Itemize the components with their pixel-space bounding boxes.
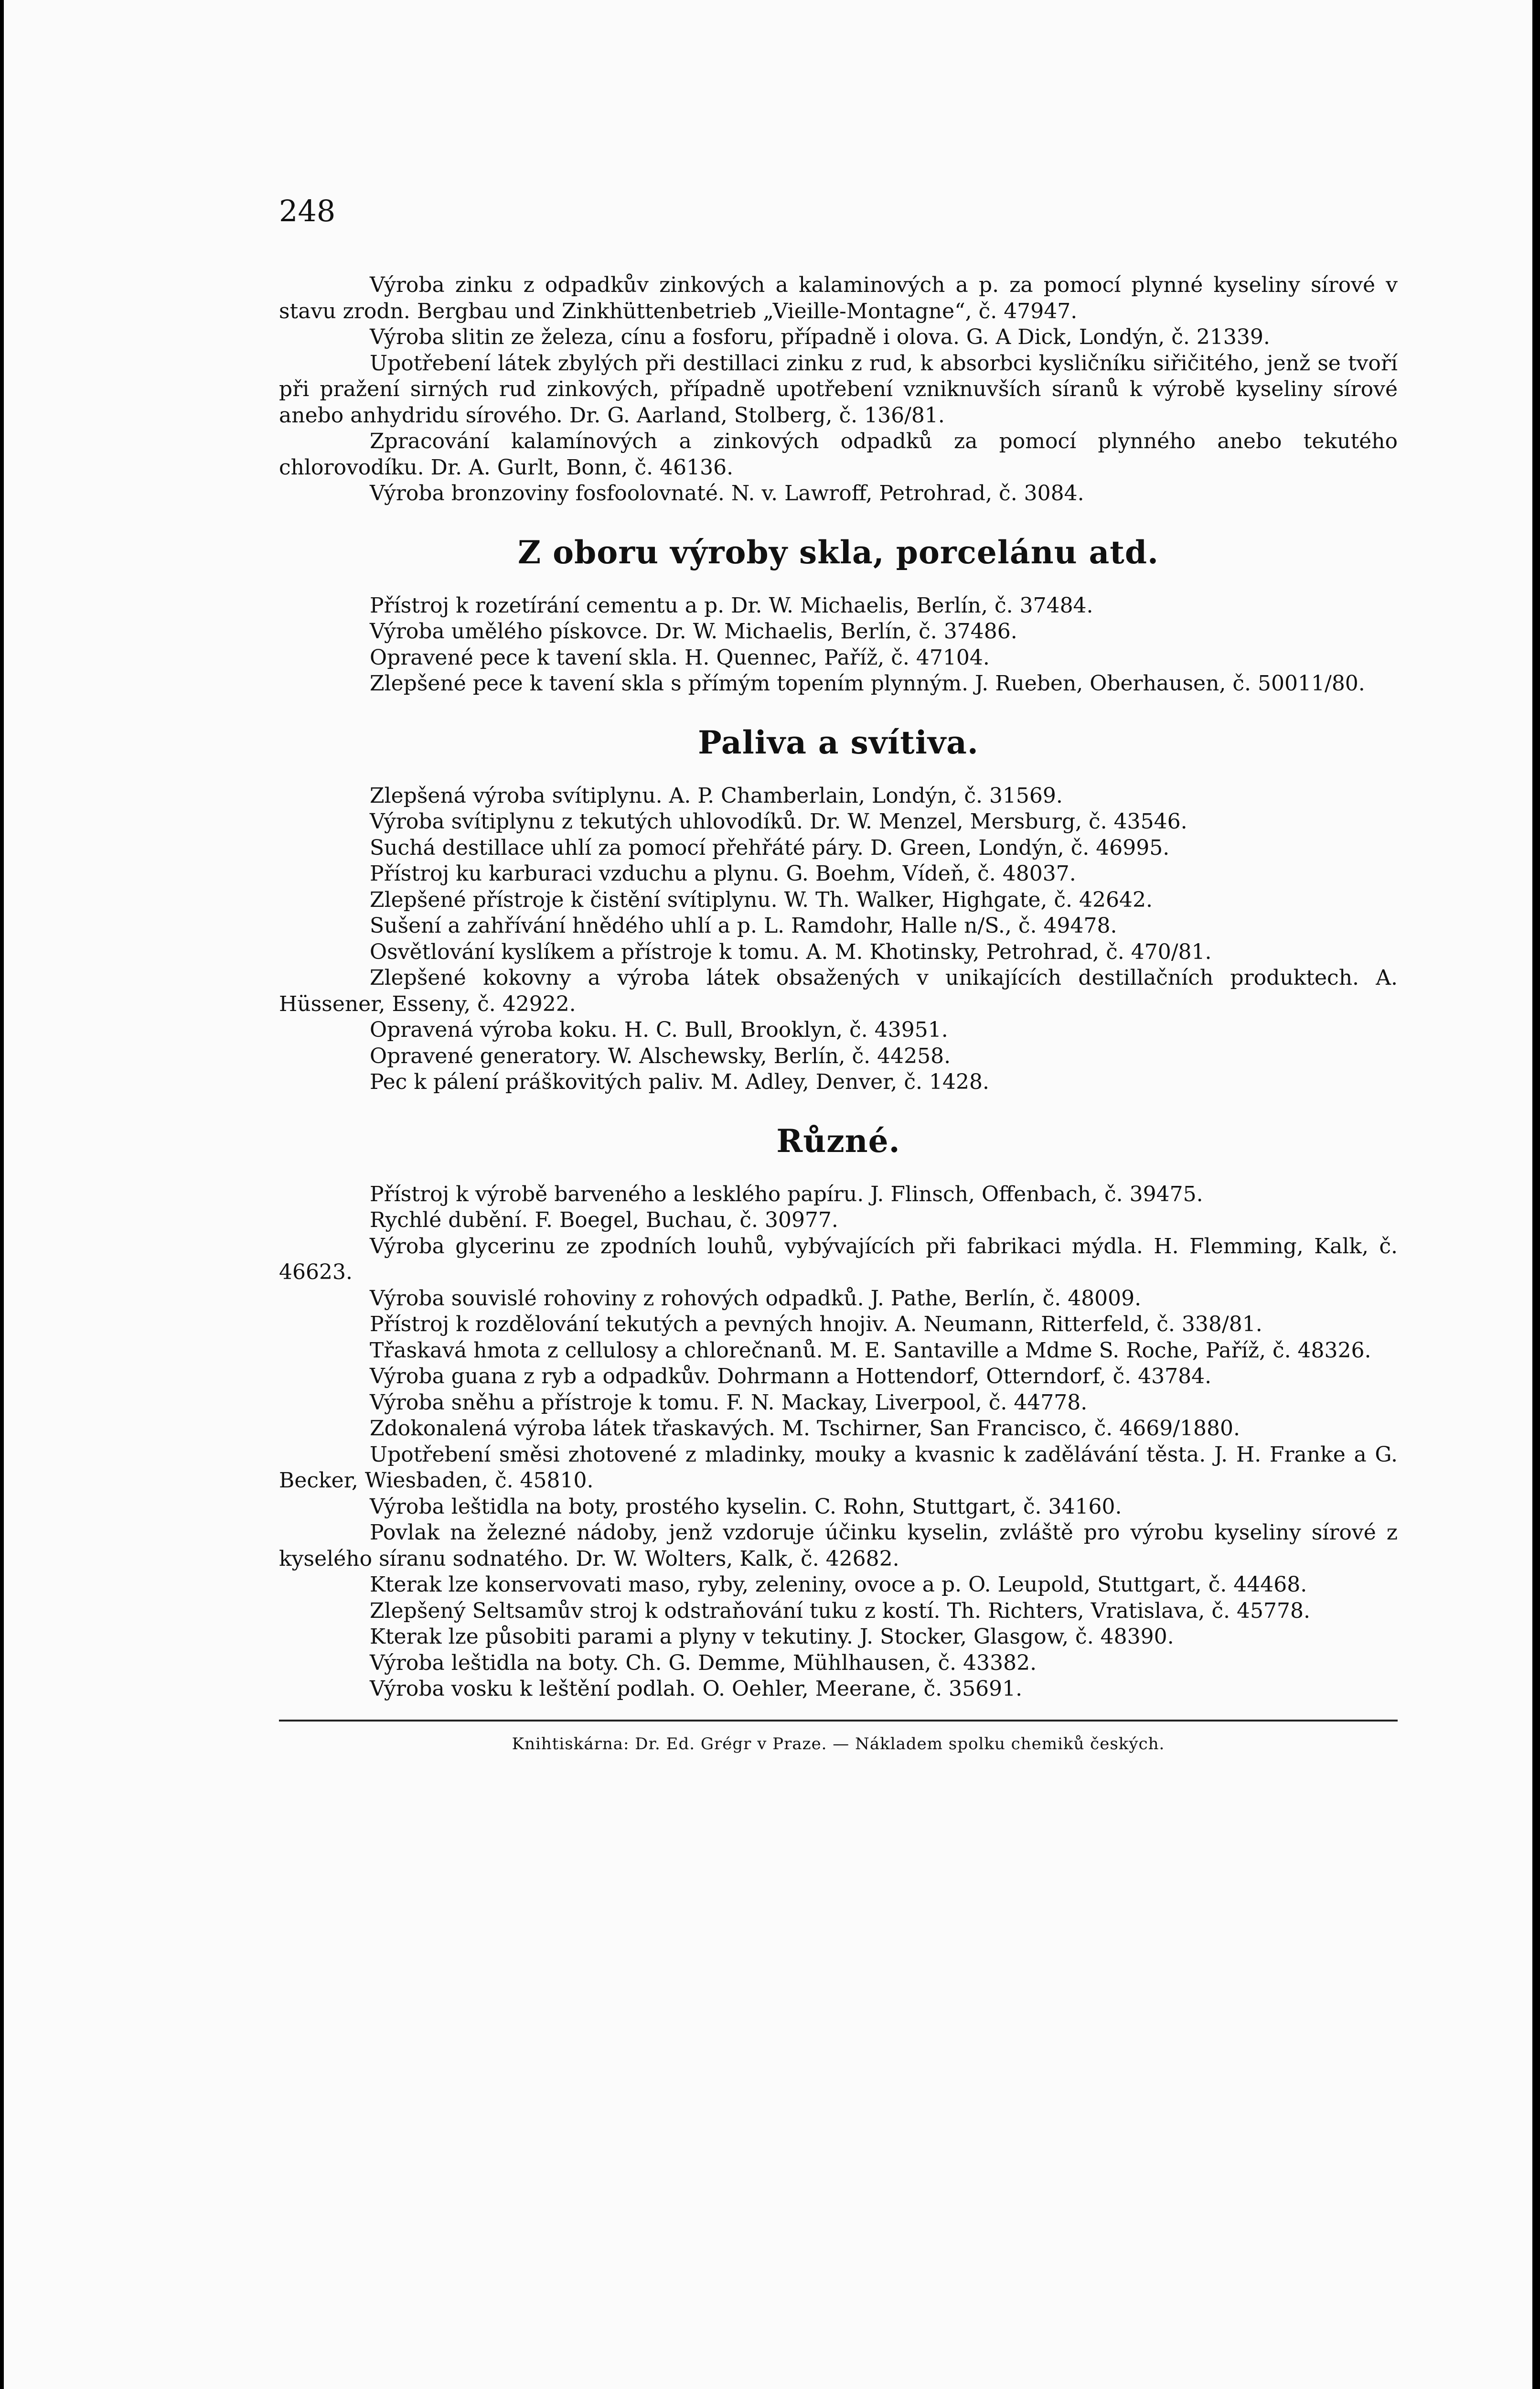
footer-rule bbox=[279, 1720, 1398, 1722]
list-item: Výroba guana z ryb a odpadkův. Dohrmann a Hottendorf, Otterndorf, č. 43784. bbox=[370, 1364, 1212, 1388]
list-item: Osvětlování kyslíkem a přístroje k tomu. A. M. Khotinsky, Petrohrad, č. 470/81. bbox=[370, 939, 1212, 964]
page-content bbox=[279, 272, 1398, 1757]
list-item: Opravené generatory. W. Alschewsky, Berlín, č. 44258. bbox=[370, 1044, 951, 1068]
list-item: Upotřebení látek zbylých při destillaci zinku z rud, k absorbci kysličníku siřičitého, jenž se tvoří při pražení sirných rud zinkových, případně upotřebení vzniknuvších síranů k výrobě kyseliny sírové anebo anhydridu sírového. Dr. G. Aarland, Stolberg, č. 136/81. bbox=[279, 351, 1398, 428]
section-glass bbox=[279, 533, 1398, 697]
list-item: Výroba leštidla na boty, prostého kyselin. C. Rohn, Stuttgart, č. 34160. bbox=[370, 1494, 1122, 1519]
list-item: Výroba glycerinu ze zpodních louhů, vybývajících při fabrikaci mýdla. H. Flemming, Kalk, č. 46623. bbox=[279, 1234, 1398, 1284]
list-item: Pec k pálení práškovitých paliv. M. Adley, Denver, č. 1428. bbox=[370, 1070, 989, 1094]
list-item: Přístroj ku karburaci vzduchu a plynu. G. Boehm, Vídeň, č. 48037. bbox=[370, 861, 1076, 886]
list-item: Upotřebení směsi zhotovené z mladinky, mouky a kvasnic k zadělávání těsta. J. H. Franke a G. Becker, Wiesbaden, č. 45810. bbox=[279, 1442, 1398, 1493]
list-item: Povlak na železné nádoby, jenž vzdoruje účinku kyselin, zvláště pro výrobu kyseliny sírové z kyselého síranu sodnatého. Dr. W. Wolters, Kalk, č. 42682. bbox=[279, 1520, 1398, 1571]
list-item: Přístroj k rozdělování tekutých a pevných hnojiv. A. Neumann, Ritterfeld, č. 338/81. bbox=[370, 1312, 1262, 1336]
list-item: Rychlé dubění. F. Boegel, Buchau, č. 30977. bbox=[370, 1208, 838, 1232]
list-item: Přístroj k výrobě barveného a lesklého papíru. J. Flinsch, Offenbach, č. 39475. bbox=[370, 1182, 1203, 1206]
list-item: Přístroj k rozetírání cementu a p. Dr. W. Michaelis, Berlín, č. 37484. bbox=[370, 593, 1093, 618]
printer-imprint: Knihtiskárna: Dr. Ed. Grégr v Praze. — Nákladem spolku chemiků českých. bbox=[512, 1734, 1165, 1754]
list-item: Výroba umělého pískovce. Dr. W. Michaelis, Berlín, č. 37486. bbox=[370, 619, 1017, 644]
list-item: Zlepšený Seltsamův stroj k odstraňování tuku z kostí. Th. Richters, Vratislava, č. 45778. bbox=[370, 1598, 1310, 1623]
list-item: Sušení a zahřívání hnědého uhlí a p. L. Ramdohr, Halle n/S., č. 49478. bbox=[370, 914, 1117, 938]
page-number: 248 bbox=[279, 194, 336, 228]
list-item: Výroba souvislé rohoviny z rohových odpadků. J. Pathe, Berlín, č. 48009. bbox=[370, 1286, 1142, 1311]
list-item: Výroba zinku z odpadkův zinkových a kalaminových a p. za pomocí plynné kyseliny sírové v stavu zrodn. Bergbau und Zinkhüttenbetrieb „Vieille-Montagne“, č. 47947. bbox=[279, 273, 1398, 323]
list-item: Zlepšené přístroje k čistění svítiplynu. W. Th. Walker, Highgate, č. 42642. bbox=[370, 887, 1153, 912]
list-item: Kterak lze konservovati maso, ryby, zeleniny, ovoce a p. O. Leupold, Stuttgart, č. 44468. bbox=[370, 1572, 1307, 1597]
list-item: Zdokonalená výroba látek třaskavých. M. Tschirner, San Francisco, č. 4669/1880. bbox=[370, 1416, 1241, 1441]
list-item: Zlepšená výroba svítiplynu. A. P. Chamberlain, Londýn, č. 31569. bbox=[370, 783, 1063, 808]
section-fuels bbox=[279, 723, 1398, 1096]
section-heading: Paliva a svítiva. bbox=[698, 723, 979, 761]
document-page bbox=[4, 0, 1532, 2389]
list-item: Zlepšené pece k tavení skla s přímým topením plynným. J. Rueben, Oberhausen, č. 50011/80. bbox=[370, 671, 1365, 696]
list-item: Výroba sněhu a přístroje k tomu. F. N. Mackay, Liverpool, č. 44778. bbox=[370, 1390, 1088, 1415]
section-heading: Z oboru výroby skla, porcelánu atd. bbox=[517, 533, 1159, 571]
list-item: Suchá destillace uhlí za pomocí přehřáté páry. D. Green, Londýn, č. 46995. bbox=[370, 835, 1170, 860]
list-item: Zpracování kalamínových a zinkových odpadků za pomocí plynného anebo tekutého chlorovodíku. Dr. A. Gurlt, Bonn, č. 46136. bbox=[279, 429, 1398, 480]
list-item: Opravené pece k tavení skla. H. Quennec, Paříž, č. 47104. bbox=[370, 645, 990, 670]
list-item: Výroba vosku k leštění podlah. O. Oehler, Meerane, č. 35691. bbox=[370, 1677, 1023, 1701]
section-misc bbox=[279, 1122, 1398, 1702]
list-item: Výroba slitin ze železa, cínu a fosforu, případně i olova. G. A Dick, Londýn, č. 21339. bbox=[370, 325, 1270, 349]
list-item: Výroba leštidla na boty. Ch. G. Demme, Mühlhausen, č. 43382. bbox=[370, 1650, 1037, 1675]
section-metals bbox=[279, 272, 1398, 507]
list-item: Třaskavá hmota z cellulosy a chlorečnanů. M. E. Santaville a Mdme S. Roche, Paříž, č. 48326. bbox=[370, 1338, 1371, 1363]
list-item: Výroba bronzoviny fosfoolovnaté. N. v. Lawroff, Petrohrad, č. 3084. bbox=[370, 481, 1084, 506]
list-item: Opravená výroba koku. H. C. Bull, Brooklyn, č. 43951. bbox=[370, 1018, 948, 1042]
list-item: Kterak lze působiti parami a plyny v tekutiny. J. Stocker, Glasgow, č. 48390. bbox=[370, 1625, 1174, 1649]
section-heading: Různé. bbox=[776, 1122, 900, 1160]
list-item: Zlepšené kokovny a výroba látek obsažených v unikajících destillačních produktech. A. Hüssener, Esseny, č. 42922. bbox=[279, 966, 1398, 1016]
list-item: Výroba svítiplynu z tekutých uhlovodíků. Dr. W. Menzel, Mersburg, č. 43546. bbox=[370, 809, 1187, 834]
